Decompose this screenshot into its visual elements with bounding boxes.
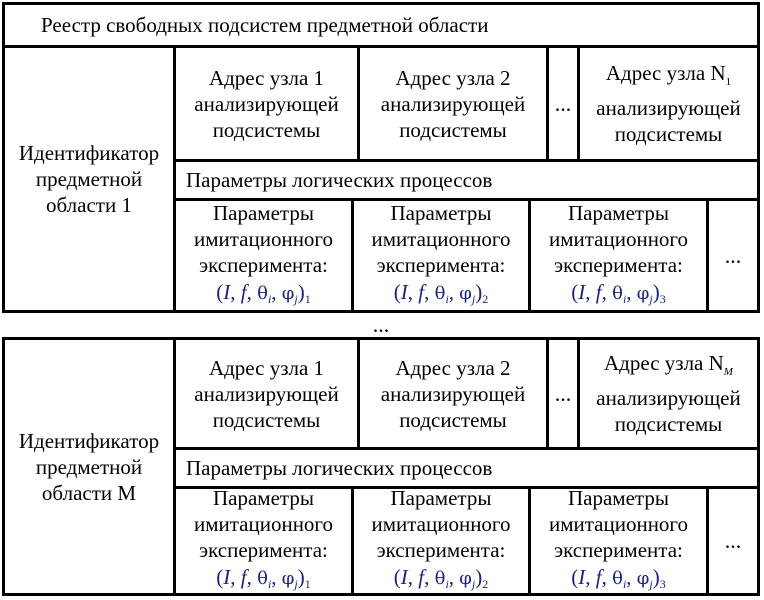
node-address-n1: Адрес узла $N_1$ анализирующей подсистемы (577, 45, 760, 162)
domain-id-m (2, 337, 176, 596)
domain-id-1 (2, 45, 176, 313)
node-address-2: Адрес узла 2 анализирующей подсистемы (357, 45, 549, 162)
experiment-ellipsis: ... (706, 198, 760, 313)
domain-id-label: Идентификатор предметной области M (18, 428, 160, 505)
logic-process-params: Параметры логических процессов (173, 447, 760, 489)
experiment-params-1: Параметры имитационного эксперимента: (I, f, $\theta_i$, $\varphi_j)_1$ (173, 486, 354, 596)
node-ellipsis: ... (546, 45, 580, 162)
registry-title: Реестр свободных подсистем предметной области (2, 2, 760, 48)
experiment-params-3: Параметры имитационного эксперимента: (I, f, $\theta_i$, $\varphi_j)_3$ (528, 198, 709, 313)
experiment-params-3: Параметры имитационного эксперимента: (I, f, $\theta_i$, $\varphi_j)_3$ (528, 486, 709, 596)
experiment-formula: (I, f, $\theta_i$, $\varphi_j)_3$ (571, 279, 666, 306)
domain-id-label: Идентификатор предметной области 1 (18, 141, 160, 217)
experiment-params-1: Параметры имитационного эксперимента: (I, f, $\theta_i$, $\varphi_j)_1$ (173, 198, 354, 313)
experiment-ellipsis: ... (706, 486, 760, 596)
registry-table (2, 2, 760, 596)
experiment-formula: (I, f, $\theta_i$, $\varphi_j)_1$ (216, 279, 311, 306)
node-address-1: Адрес узла 1 анализирующей подсистемы (173, 337, 360, 450)
logic-process-params: Параметры логических процессов (173, 159, 760, 201)
experiment-params-2: Параметры имитационного эксперимента: (I, f, $\theta_i$, $\varphi_j)_2$ (351, 486, 531, 596)
experiment-formula: (I, f, $\theta_i$, $\varphi_j)_3$ (571, 565, 666, 591)
experiment-formula: (I, f, $\theta_i$, $\varphi_j)_2$ (393, 565, 489, 591)
experiment-formula: (I, f, $\theta_i$, $\varphi_j)_1$ (216, 565, 311, 591)
experiment-formula: (I, f, $\theta_i$, $\varphi_j)_2$ (393, 279, 489, 306)
blocks-ellipsis: ... (2, 310, 760, 340)
node-address-2: Адрес узла 2 анализирующей подсистемы (357, 337, 549, 450)
node-address-nm: Адрес узла $N_M$ анализирующей подсистемы (577, 337, 760, 450)
experiment-params-2: Параметры имитационного эксперимента: (I, f, $\theta_i$, $\varphi_j)_2$ (351, 198, 531, 313)
node-address-1: Адрес узла 1 анализирующей подсистемы (173, 45, 360, 162)
node-ellipsis: ... (546, 337, 580, 450)
